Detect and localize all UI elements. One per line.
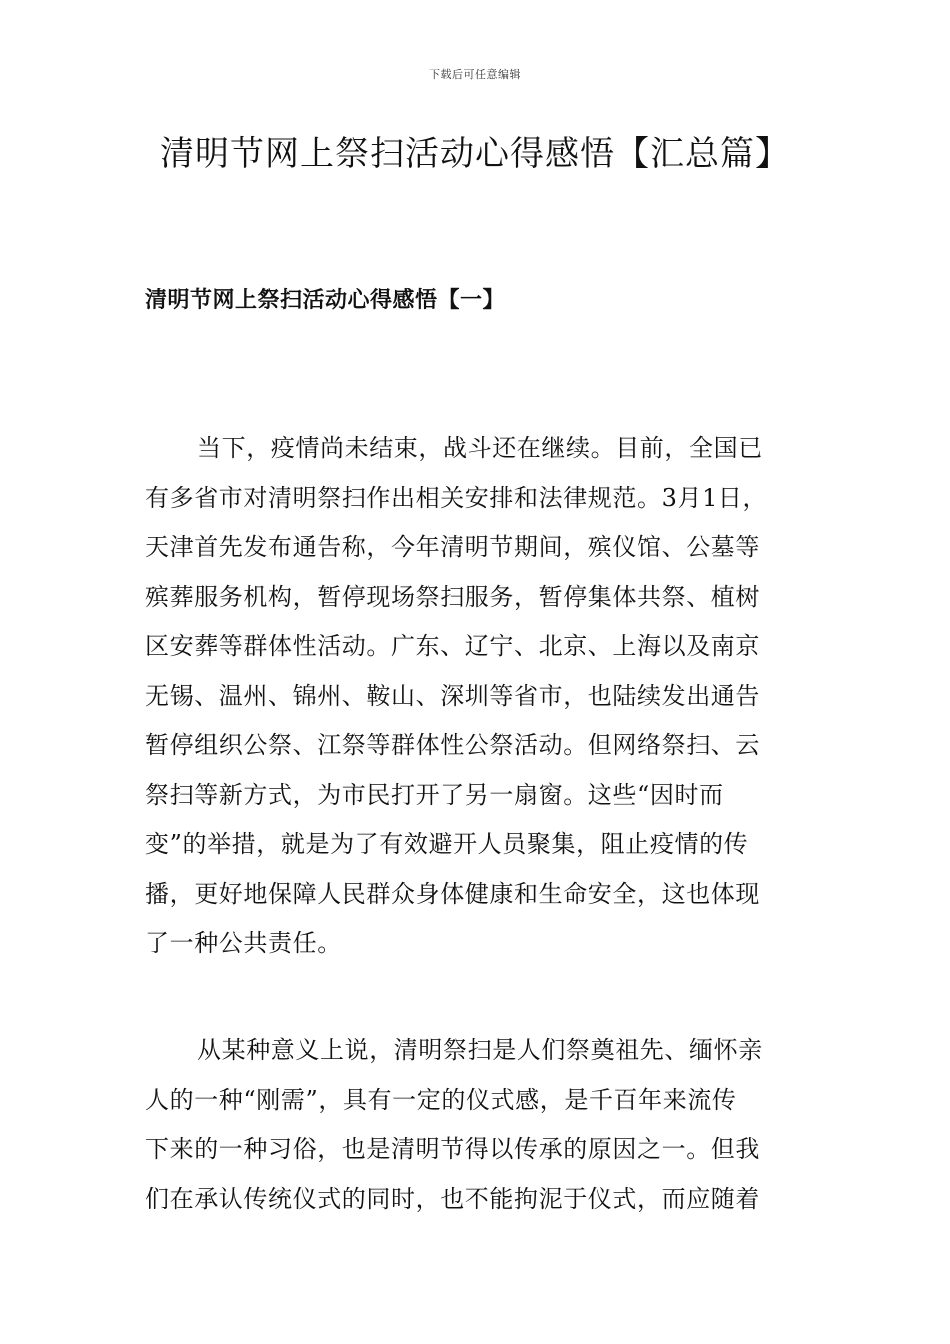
paragraph-2 [145, 1026, 810, 1224]
paragraph-line: 下来的一种习俗，也是清明节得以传承的原因之一。但我 [145, 1135, 760, 1163]
paragraph-line: 人的一种“刚需”，具有一定的仪式感，是千百年来流传 [145, 1085, 737, 1114]
paragraph-line: 暂停组织公祭、江祭等群体性公祭活动。但网络祭扫、云 [145, 731, 760, 759]
section-heading: 清明节网上祭扫活动心得感悟【一】 [145, 287, 506, 313]
paragraph-line: 无锡、温州、锦州、鞍山、深圳等省市，也陆续发出通告 [145, 681, 760, 710]
paragraph-line: 天津首先发布通告称，今年清明节期间，殡仪馆、公墓等 [145, 533, 760, 561]
paragraph-line: 了一种公共责任。 [145, 929, 342, 957]
paragraph-line: 变”的举措，就是为了有效避开人员聚集，阻止疫情的传 [145, 830, 749, 858]
document-title: 清明节网上祭扫活动心得感悟【汇总篇】 [160, 134, 790, 174]
paragraph-line: 当下，疫情尚未结束，战斗还在继续。目前，全国已 [197, 434, 763, 462]
paragraph-line: 们在承认传统仪式的同时，也不能拘泥于仪式，而应随着 [145, 1184, 760, 1213]
paragraph-line: 有多省市对清明祭扫作出相关安排和法律规范。3月1日， [145, 483, 768, 512]
paragraph-1 [145, 424, 810, 969]
paragraph-line: 祭扫等新方式，为市民打开了另一扇窗。这些“因时而 [145, 780, 724, 809]
paragraph-line: 殡葬服务机构，暂停现场祭扫服务，暂停集体共祭、植树 [145, 582, 760, 611]
header-note: 下载后可任意编辑 [429, 68, 521, 81]
paragraph-line: 从某种意义上说，清明祭扫是人们祭奠祖先、缅怀亲 [197, 1036, 763, 1064]
paragraph-line: 播，更好地保障人民群众身体健康和生命安全，这也体现 [145, 879, 760, 908]
paragraph-line: 区安葬等群体性活动。广东、辽宁、北京、上海以及南京 [145, 632, 760, 660]
